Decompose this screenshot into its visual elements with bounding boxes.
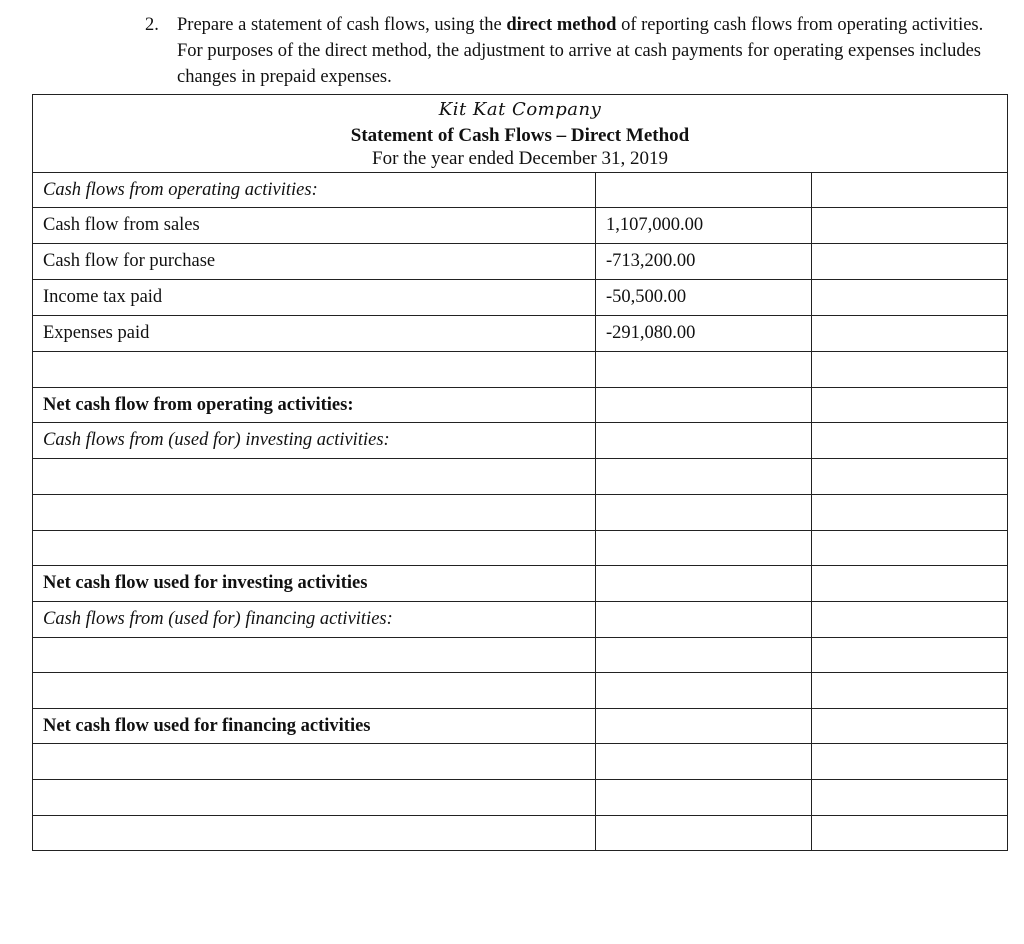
table-row — [33, 208, 1007, 244]
row-total — [811, 780, 1009, 815]
row-total — [811, 280, 1009, 315]
table-row — [33, 280, 1007, 316]
cash-flow-statement-table — [32, 94, 1008, 851]
instruction-text-after: of reporting cash flows from operating activities. For purposes of the direct method, the adjustment to arrive at cash payments for operating expenses includes changes in prepaid expenses. — [177, 15, 984, 87]
row-amount — [595, 423, 811, 458]
row-amount — [595, 495, 811, 530]
row-label — [33, 531, 595, 565]
row-total — [811, 638, 1009, 672]
table-row — [33, 602, 1007, 638]
row-total — [811, 744, 1009, 779]
row-total — [811, 531, 1009, 565]
row-total — [811, 709, 1009, 743]
row-label: Net cash flow used for investing activities — [43, 573, 368, 593]
row-amount — [595, 531, 811, 565]
row-amount — [595, 566, 811, 601]
row-amount: -713,200.00 — [595, 244, 811, 279]
statement-header — [33, 95, 1007, 173]
statement-period: For the year ended December 31, 2019 — [372, 148, 668, 169]
row-label: Income tax paid — [43, 287, 163, 307]
row-label — [33, 638, 595, 672]
company-name: Kit Kat Company — [438, 99, 602, 120]
statement-title: Statement of Cash Flows – Direct Method — [350, 125, 690, 146]
row-total — [811, 495, 1009, 530]
row-total — [811, 173, 1009, 207]
instruction-text-bold: direct method — [506, 15, 617, 35]
row-label: Cash flow from sales — [43, 215, 200, 235]
row-total — [811, 352, 1009, 387]
row-amount — [595, 388, 811, 422]
row-amount — [595, 780, 811, 815]
row-total — [811, 316, 1009, 351]
row-label: Expenses paid — [43, 323, 150, 343]
row-total — [811, 602, 1009, 637]
table-row — [33, 673, 1007, 709]
table-row — [33, 816, 1007, 850]
row-amount — [595, 638, 811, 672]
row-total — [811, 673, 1009, 708]
row-label — [33, 495, 595, 530]
row-label — [33, 459, 595, 494]
row-total — [811, 423, 1009, 458]
row-amount: 1,107,000.00 — [595, 208, 811, 243]
row-amount — [595, 816, 811, 850]
row-total — [811, 459, 1009, 494]
row-amount — [595, 673, 811, 708]
row-total — [811, 208, 1009, 243]
row-label — [33, 744, 595, 779]
row-amount: -291,080.00 — [595, 316, 811, 351]
row-label: Cash flow for purchase — [43, 251, 216, 271]
table-row — [33, 316, 1007, 352]
table-row — [33, 780, 1007, 816]
table-row — [33, 423, 1007, 459]
table-row — [33, 709, 1007, 744]
instruction-text-before: Prepare a statement of cash flows, using the — [177, 15, 507, 35]
row-amount — [595, 173, 811, 207]
table-row — [33, 459, 1007, 495]
table-row — [33, 638, 1007, 673]
row-total — [811, 388, 1009, 422]
row-label: Net cash flow from operating activities: — [43, 395, 354, 415]
instruction-text — [177, 12, 995, 90]
table-row — [33, 495, 1007, 531]
table-row — [33, 352, 1007, 388]
row-amount — [595, 459, 811, 494]
table-row — [33, 244, 1007, 280]
row-label — [33, 780, 595, 815]
row-amount — [595, 744, 811, 779]
row-label — [33, 352, 595, 387]
row-amount — [595, 709, 811, 743]
table-row — [33, 531, 1007, 566]
row-total — [811, 244, 1009, 279]
table-row — [33, 566, 1007, 602]
row-label: Cash flows from (used for) financing activities: — [43, 609, 393, 629]
row-amount — [595, 352, 811, 387]
row-amount: -50,500.00 — [595, 280, 811, 315]
instruction-number: 2. — [145, 15, 159, 35]
row-label: Net cash flow used for financing activities — [43, 716, 371, 736]
table-row — [33, 388, 1007, 423]
instruction-paragraph — [145, 12, 995, 90]
table-row — [33, 744, 1007, 780]
row-total — [811, 816, 1009, 850]
row-label: Cash flows from operating activities: — [43, 180, 318, 200]
row-label — [33, 673, 595, 708]
row-label: Cash flows from (used for) investing activities: — [43, 430, 390, 450]
row-total — [811, 566, 1009, 601]
row-label — [33, 816, 595, 850]
row-amount — [595, 602, 811, 637]
table-row — [33, 173, 1007, 208]
